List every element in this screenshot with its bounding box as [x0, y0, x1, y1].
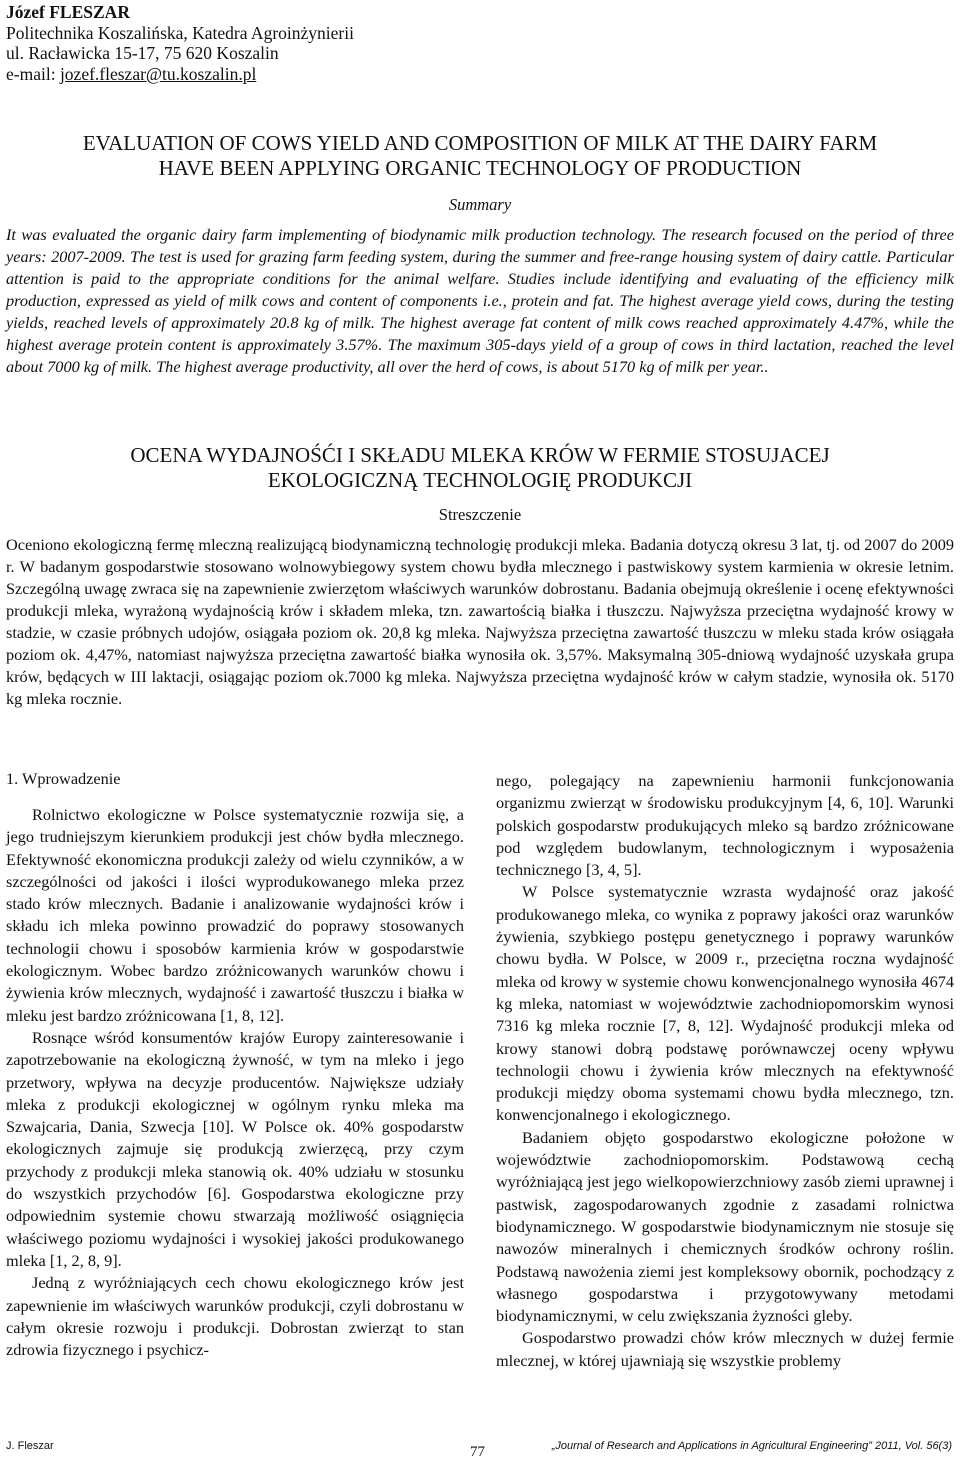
- email-prefix: e-mail:: [6, 63, 60, 84]
- intro-paragraph-5: Badaniem objęto gospodarstwo ekologiczne położone w województwie zachodniopomorskim. Podstawową cechą wyróżniającą jest jego wielkopowierzchniowy zasób ziemi uprawnej i pastwisk, zagospodarowanych zgodnie z zasadami rolnictwa biodynamicznego. W gospodarstwie biodynamicznym nie stosuje się nawozów mineralnych i chemicznych środków ochrony roślin. Podstawą nawożenia ziemi jest kompleksowy obornik, pochodzący z własnego gospodarstwa i przygotowywany metodami biodynamicznymi, w celu zwiększania żyzności gleby.: [496, 1127, 954, 1326]
- section-heading-introduction: 1. Wprowadzenie: [6, 769, 121, 788]
- title-polish: [6, 443, 954, 493]
- footer-page-number: 77: [470, 1444, 485, 1460]
- title-polish-line-1: OCENA WYDAJNOŚĆI I SKŁADU MLEKA KRÓW W FERMIE STOSUJACEJ: [130, 443, 830, 467]
- intro-paragraph-2: Rosnące wśród konsumentów krajów Europy zainteresowanie i zapotrzebowanie na ekologiczną żywność, w tym na mleko i jego przetwory, wpływa na decyzje producentów. Największe udziały mleka z produkcji ekologicznej w ogólnym rynku mleka ma Szwajcaria, Dania, Szwecja [10]. W Polsce ok. 40% gospodarstw ekologicznych zajmuje się produkcją zwierzęcą, przy czym przychody z produkcji mleka stanowią ok. 40% udziału w stosunku do wszystkich przychodów [6]. Gospodarstwa ekologiczne przy odpowiednim systemie chowu stwarzają możliwość osiągnięcia właściwego poziomu wydajności i wysokiej jakości produkowanego mleka [1, 2, 8, 9].: [6, 1027, 464, 1270]
- streszczenie-heading: Streszczenie: [438, 505, 522, 524]
- intro-paragraph-4: W Polsce systematycznie wzrasta wydajność oraz jakość produkowanego mleka, co wynika z poprawy jakości oraz warunków żywienia, szybkiego postępu genetycznego i poprawy warunków chowu bydła. W Polsce, w 2009 r., przeciętna roczna wydajność mleka od krowy w systemie chowu konwencjonalnego wynosiła 4674 kg mleka, natomiast w województwie zachodniopomorskim wynosi 7316 kg mleka rocznie [7, 8, 12]. Wydajność produkcji mleka od krowy stanowi dobrą podstawę porównawczej oceny wpływu technologii chowu i żywienia krów mlecznych na efektywność produkcji między oboma systemami chowu bydła mlecznego, tzn. konwencjonalnego i ekologicznego.: [496, 882, 954, 1125]
- intro-paragraph-3-continuation: nego, polegający na zapewnieniu harmonii funkcjonowania organizmu zwierząt w środowisku produkcyjnym [4, 6, 10]. Warunki polskich gospodarstw produkujących mleko są bardzo zróżnicowane pod względem budowlanym, technologicznym i wyposażenia technicznego [3, 4, 5].: [496, 771, 954, 880]
- title-english: [6, 131, 954, 181]
- footer-author: J. Fleszar: [6, 1440, 54, 1452]
- summary-heading: Summary: [448, 195, 512, 214]
- intro-paragraph-3: Jedną z wyróżniających cech chowu ekologicznego krów jest zapewnienie im właściwych warunków produkcji, czyli dobrostanu w całym okresie rozwoju i produkcji. Dobrostan zwierząt to stan zdrowia fizycznego i psychicz-: [6, 1273, 464, 1360]
- left-column: [6, 768, 464, 1361]
- intro-paragraph-1: Rolnictwo ekologiczne w Polsce systematycznie rozwija się, a jego trudniejszym kierunkiem produkcji jest chów bydła mlecznego. Efektywność ekonomiczna produkcji zależy od wielu czynników, a w szczególności od jakości i ilości wyprodukowanego mleka przez stado krów mlecznych. Badanie i analizowanie wydajności krów i składu ich mleka powinno prowadzić do poprawy stosowanych technologii chowu i sposobów karmienia krów w gospodarstwie ekologicznym. Wobec bardzo zróżnicowanych warunków chowu i żywienia krów mlecznych, wydajność i zawartość tłuszczu i białka w mleku jest bardzo zróżnicowana [1, 8, 12].: [6, 805, 464, 1025]
- title-english-line-1: EVALUATION OF COWS YIELD AND COMPOSITION OF MILK AT THE DAIRY FARM: [82, 131, 878, 155]
- author-block: [6, 2, 354, 84]
- title-polish-line-2: EKOLOGICZNĄ TECHNOLOGIĘ PRODUKCJI: [267, 468, 693, 492]
- author-email-line: [6, 64, 354, 85]
- author-affiliation: Politechnika Koszalińska, Katedra Agroinżynierii: [6, 22, 354, 43]
- author-name: Józef FLESZAR: [6, 2, 130, 22]
- email-link[interactable]: jozef.fleszar@tu.koszalin.pl: [59, 63, 257, 84]
- footer-journal: „Journal of Research and Applications in Agricultural Engineering” 2011, Vol. 56(3): [551, 1440, 952, 1452]
- author-address: ul. Racławicka 15-17, 75 620 Koszalin: [6, 43, 279, 63]
- intro-paragraph-6: Gospodarstwo prowadzi chów krów mlecznych w dużej fermie mlecznej, w której ujawniają się wszystkie problemy: [496, 1328, 954, 1370]
- abstract-english: It was evaluated the organic dairy farm implementing of biodynamic milk production technology. The research focused on the period of three years: 2007-2009. The test is used for grazing farm feeding system, during the summer and free-range housing system of dairy cattle. Particular attention is paid to the appropriate conditions for the animal welfare. Studies include identifying and evaluating of the efficiency milk production, expressed as yield of milk cows and content of components i.e., protein and fat. The highest average yield cows, during the testing yields, reached levels of approximately 20.8 kg of milk. The highest average fat content of milk cows reached approximately 4.47%, while the highest average protein content is approximately 3.57%. The maximum 305-days yield of a group of cows in third lactation, reached the level about 7000 kg of milk. The highest average productivity, all over the herd of cows, is about 5170 kg of milk per year..: [6, 225, 954, 376]
- abstract-polish: Oceniono ekologiczną fermę mleczną realizującą biodynamiczną technologię produkcji mleka. Badania dotyczą okresu 3 lat, tj. od 2007 do 2009 r. W badanym gospodarstwie stosowano wolnowybiegowy system chowu bydła mlecznego i pastwiskowy system karmienia w okresie letnim. Szczególną uwagę zwraca się na zapewnienie zwierzętom właściwych warunków dobrostanu. Badania obejmują określenie i ocenę efektywności produkcji mleka, wyrażoną wydajnością krów i składem mleka, tzn. zawartością białka i tłuszczu. Najwyższa przeciętna wydajność krowy w stadzie, w czasie próbnych udojów, osiągała poziom ok. 20,8 kg mleka. Najwyższa przeciętna zawartość tłuszczu w mleku stada krów osiągała poziom ok. 4,47%, natomiast najwyższa przeciętna zawartość białka wynosiła ok. 3,57%. Maksymalną 305-dniową wydajność uzyskała grupa krów, będących w III laktacji, osiągając poziom ok.7000 kg mleka. Najwyższa przeciętna wydajność krów w całym stadzie, wynosiła ok. 5170 kg mleka rocznie.: [6, 535, 954, 708]
- title-english-line-2: HAVE BEEN APPLYING ORGANIC TECHNOLOGY OF PRODUCTION: [158, 156, 802, 180]
- right-column: [496, 770, 954, 1372]
